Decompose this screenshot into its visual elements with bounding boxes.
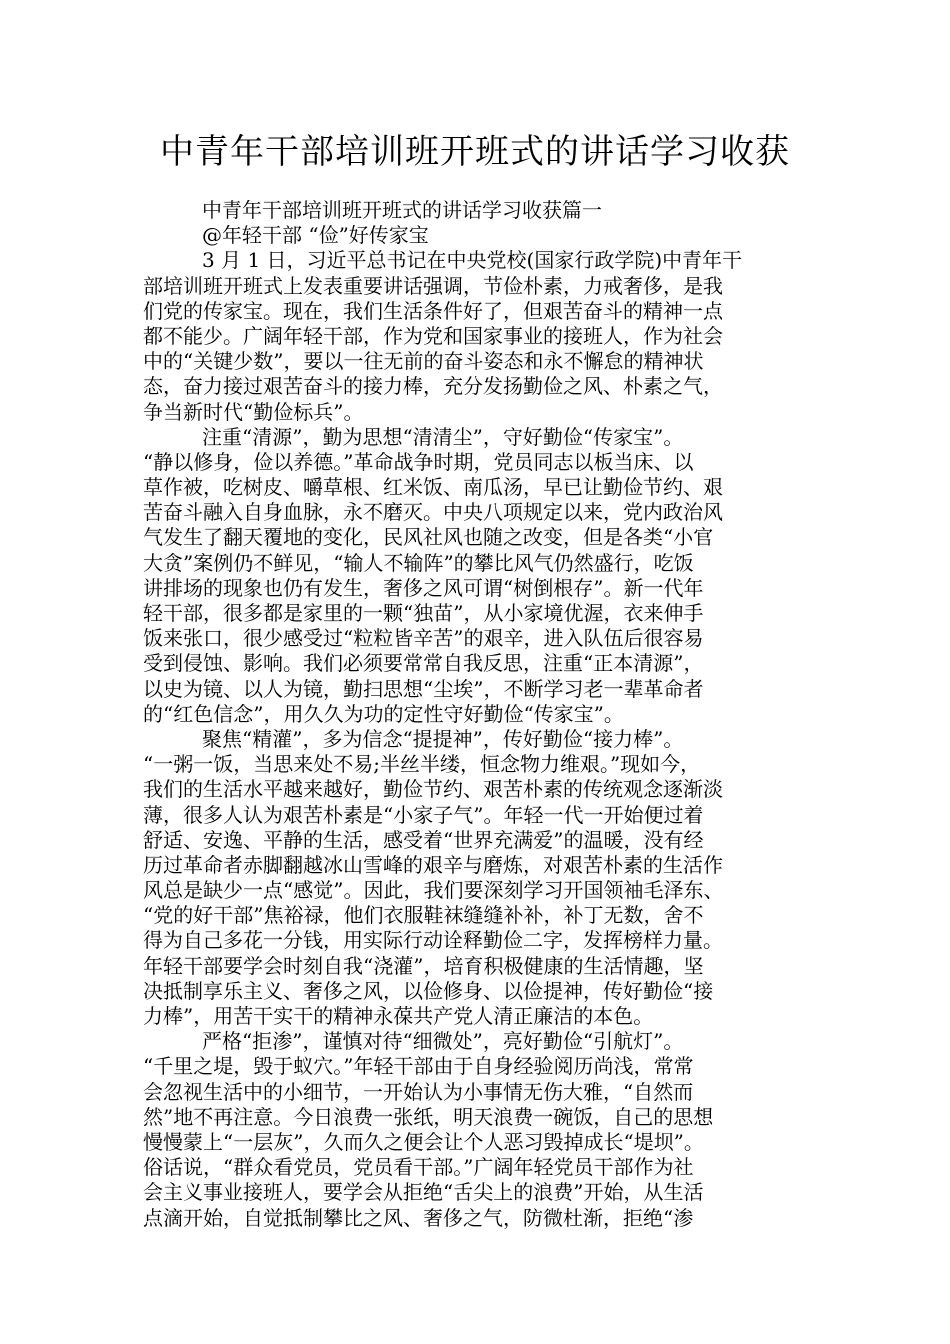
text-line: 会主义事业接班人，要学会从拒绝“舌尖上的浪费”开始，从生活 <box>143 1180 704 1205</box>
text-line: “一粥一饭，当思来处不易;半丝半缕，恒念物力维艰。”现如今， <box>143 752 701 777</box>
text-line: 俗话说，“群众看党员，党员看干部。”广阔年轻党员干部作为社 <box>143 1155 694 1180</box>
text-line: 轻干部，很多都是家里的一颗“独苗”，从小家境优渥，衣来伸手 <box>143 601 704 625</box>
text-line: “千里之堤，毁于蚁穴。”年轻干部由于自身经验阅历尚浅，常常 <box>143 1054 694 1079</box>
text-line: 慢慢蒙上“一层灰”，久而久之便会让个人恶习毁掉成长“堤坝”。 <box>143 1129 704 1154</box>
text-line: 大贪”案例仍不鲜见，“输人不输阵”的攀比风气仍然盛行，吃饭 <box>143 550 694 575</box>
text-line: “党的好干部”焦裕禄，他们衣服鞋袜缝缝补补，补丁无数，舍不 <box>143 903 704 928</box>
text-line: @年轻干部 “俭”好传家宝 <box>202 223 429 248</box>
text-line: “静以修身，俭以养德。”革命战争时期，党员同志以板当床、以 <box>143 449 694 474</box>
text-line: 决抵制享乐主义、奢侈之风，以俭修身、以俭提神，传好勤俭“接 <box>143 978 714 1003</box>
text-line: 苦奋斗融入自身血脉，永不磨灭。中央八项规定以来，党内政治风 <box>143 500 723 525</box>
text-line: 态，奋力接过艰苦奋斗的接力棒，充分发扬勤俭之风、朴素之气， <box>143 374 723 399</box>
text-line: 风总是缺少一点“感觉”。因此，我们要深刻学习开国领袖毛泽东、 <box>143 878 724 903</box>
text-line: 都不能少。广阔年轻干部，作为党和国家事业的接班人，作为社会 <box>143 323 723 348</box>
text-line: 严格“拒渗”，谨慎对待“细微处”，亮好勤俭“引航灯”。 <box>202 1029 684 1054</box>
text-line: 争当新时代“勤俭标兵”。 <box>143 399 364 424</box>
text-line: 舒适、安逸、平静的生活，感受着“世界充满爱”的温暖，没有经 <box>143 827 704 852</box>
text-line: 草作被，吃树皮、嚼草根、红米饭、南瓜汤，早已让勤俭节约、艰 <box>143 475 723 500</box>
text-line: 注重“清源”，勤为思想“清清尘”，守好勤俭“传家宝”。 <box>202 424 684 449</box>
text-line: 部培训班开班式上发表重要讲话强调，节俭朴素，力戒奢侈，是我 <box>143 273 723 298</box>
text-line: 得为自己多花一分钱，用实际行动诠释勤俭二字，发挥榜样力量。 <box>143 928 723 953</box>
text-line: 点滴开始，自觉抵制攀比之风、奢侈之气，防微杜渐，拒绝“渗 <box>143 1205 694 1230</box>
text-line: 历过革命者赤脚翻越冰山雪峰的艰辛与磨炼，对艰苦朴素的生活作 <box>143 852 723 877</box>
text-line: 的“红色信念”，用久久为功的定性守好勤俭“传家宝”。 <box>143 701 624 726</box>
text-line: 然”地不再注意。今日浪费一张纸，明天浪费一碗饭，自己的思想 <box>143 1104 714 1129</box>
text-line: 中青年干部培训班开班式的讲话学习收获篇一 <box>202 198 602 222</box>
text-line: 3 月 1 日，习近平总书记在中央党校(国家行政学院)中青年干 <box>202 248 743 273</box>
document-title: 中青年干部培训班开班式的讲话学习收获 <box>160 132 790 172</box>
text-line: 会忽视生活中的小细节，一开始认为小事情无伤大雅，“自然而 <box>143 1079 694 1104</box>
text-line: 讲排场的现象也仍有发生，奢侈之风可谓“树倒根存”。新一代年 <box>143 575 704 600</box>
text-line: 饭来张口，很少感受过“粒粒皆辛苦”的艰辛，进入队伍后很容易 <box>143 626 704 651</box>
text-line: 们党的传家宝。现在，我们生活条件好了，但艰苦奋斗的精神一点 <box>143 298 723 323</box>
text-line: 聚焦“精灌”，多为信念“提提神”，传好勤俭“接力棒”。 <box>202 726 684 751</box>
text-line: 气发生了翻天覆地的变化，民风社风也随之改变，但是各类“小官 <box>143 525 714 550</box>
text-line: 力棒”，用苦干实干的精神永葆共产党人清正廉洁的本色。 <box>143 1004 654 1028</box>
text-line: 我们的生活水平越来越好，勤俭节约、艰苦朴素的传统观念逐渐淡 <box>143 777 723 802</box>
text-line: 以史为镜、以人为镜，勤扫思想“尘埃”，不断学习老一辈革命者 <box>143 676 704 701</box>
text-line: 中的“关键少数”，要以一往无前的奋斗姿态和永不懈怠的精神状 <box>143 349 704 374</box>
text-line: 薄，很多人认为艰苦朴素是“小家子气”。年轻一代一开始便过着 <box>143 802 704 827</box>
document-body <box>143 198 843 1231</box>
text-line: 年轻干部要学会时刻自我“浇灌”，培育积极健康的生活情趣，坚 <box>143 953 704 978</box>
text-line: 受到侵蚀、影响。我们必须要常常自我反思，注重“正本清源”， <box>143 651 704 676</box>
